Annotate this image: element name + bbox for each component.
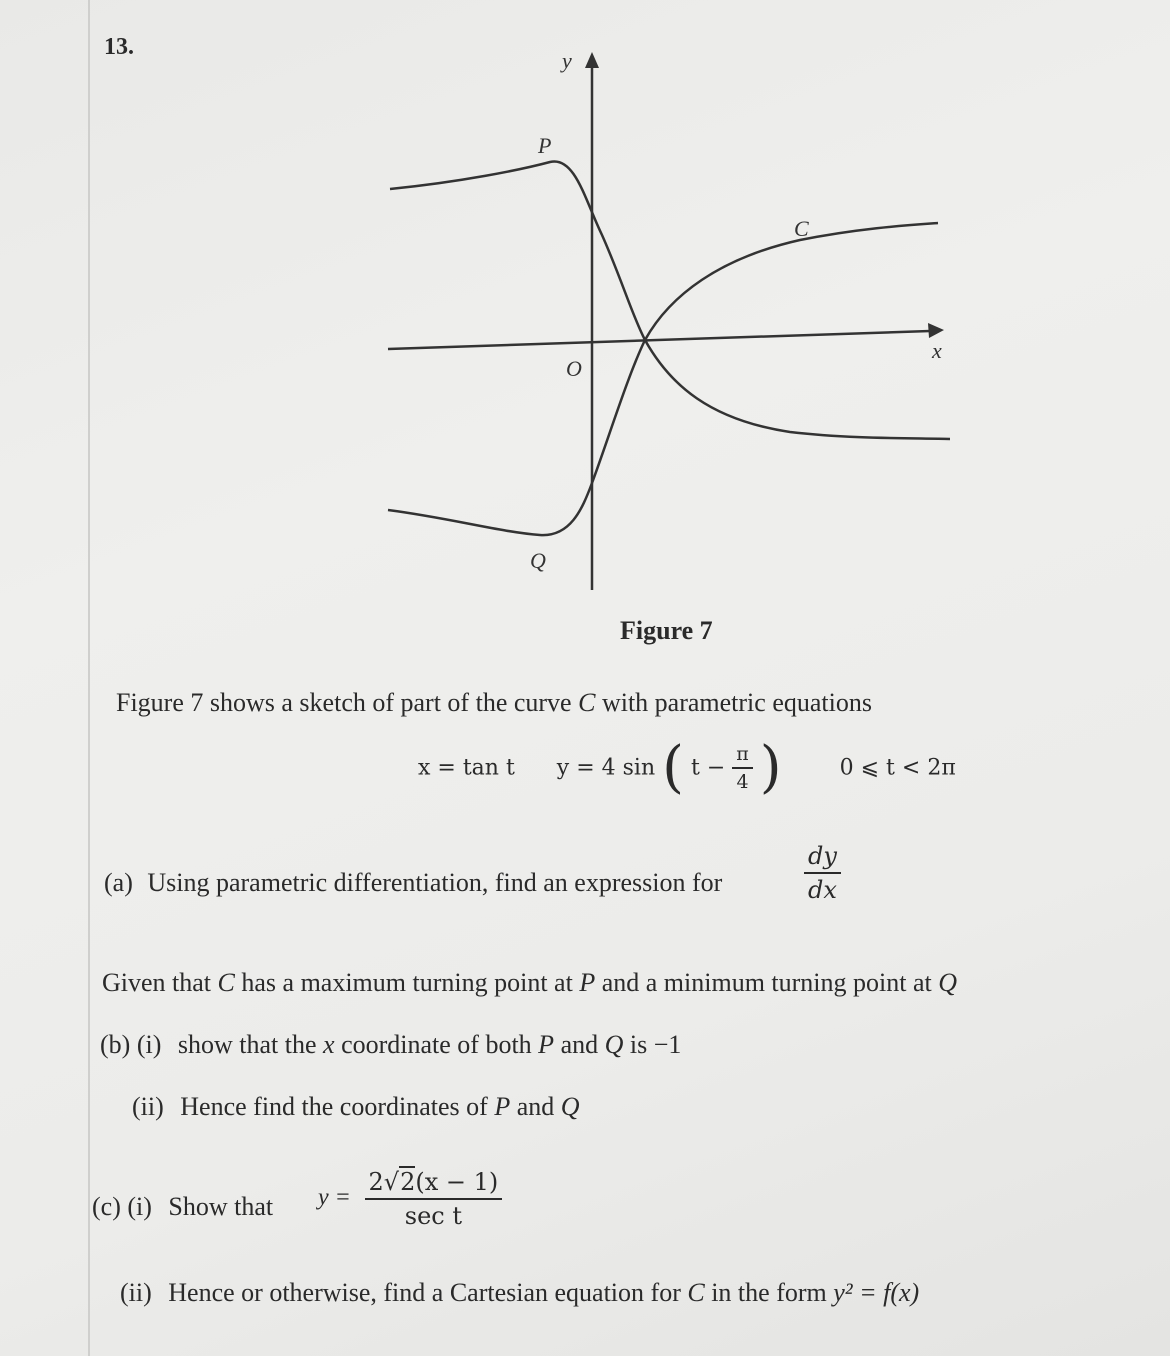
x-axis-arrow (928, 323, 944, 338)
part-b-ii-label: (ii) (132, 1092, 164, 1121)
y-equation-prefix: y = 4 sin (556, 755, 656, 781)
point-p-label: P (538, 133, 552, 158)
curve-label: C (794, 216, 809, 241)
part-c-ii: (ii) Hence or otherwise, find a Cartesian equation for C in the form y² = f(x) (120, 1278, 920, 1307)
part-a (104, 868, 722, 898)
x-axis-label: x (932, 338, 942, 363)
part-a-text: Using parametric differentiation, find an expression for (147, 868, 723, 897)
figure-7-sketch (370, 40, 970, 600)
y-equation-t: t − (691, 755, 726, 781)
figure-caption: Figure 7 (620, 616, 713, 645)
given-text: Given that C has a maximum turning point at P and a minimum turning point at Q (102, 968, 958, 997)
part-b-ii: (ii) Hence find the coordinates of P and Q (132, 1092, 580, 1121)
dy-dx-fraction: $\frac{dy}{dx}$ (804, 842, 841, 904)
margin-line (88, 0, 90, 1356)
part-c-i: (c) (i) Show that (92, 1192, 274, 1221)
curve-c-branch-p (390, 161, 950, 439)
origin-label: O (566, 356, 582, 381)
x-equation: x = tan t (418, 755, 515, 781)
part-c-i-label: (c) (i) (92, 1192, 152, 1221)
point-q-label: Q (530, 548, 546, 573)
y-axis-arrow (585, 52, 599, 68)
x-axis (388, 331, 930, 349)
part-c-ii-label: (ii) (120, 1278, 152, 1307)
part-b-i: (b) (i) show that the x coordinate of both P and Q is −1 (100, 1030, 682, 1059)
domain: 0 ⩽ t < 2π (839, 755, 956, 781)
part-a-label: (a) (104, 868, 133, 897)
question-number: 13. (104, 34, 134, 60)
part-b-i-label: (b) (i) (100, 1030, 162, 1059)
curve-c-branch-q (388, 223, 938, 535)
pi-over-four: $\frac{\pi}{4}$ (732, 743, 753, 793)
part-c-i-equation: y = $\frac{2√2(x - 1)}{\text{sec t}}$ (318, 1166, 502, 1230)
parametric-equations: x = tan t y = 4 sin ( t − $\frac{\pi}{4}$ ) 0 ⩽ t < 2π (418, 735, 956, 800)
intro-text: Figure 7 shows a sketch of part of the curve C with parametric equations (116, 688, 872, 717)
y-axis-label: y (562, 48, 572, 73)
